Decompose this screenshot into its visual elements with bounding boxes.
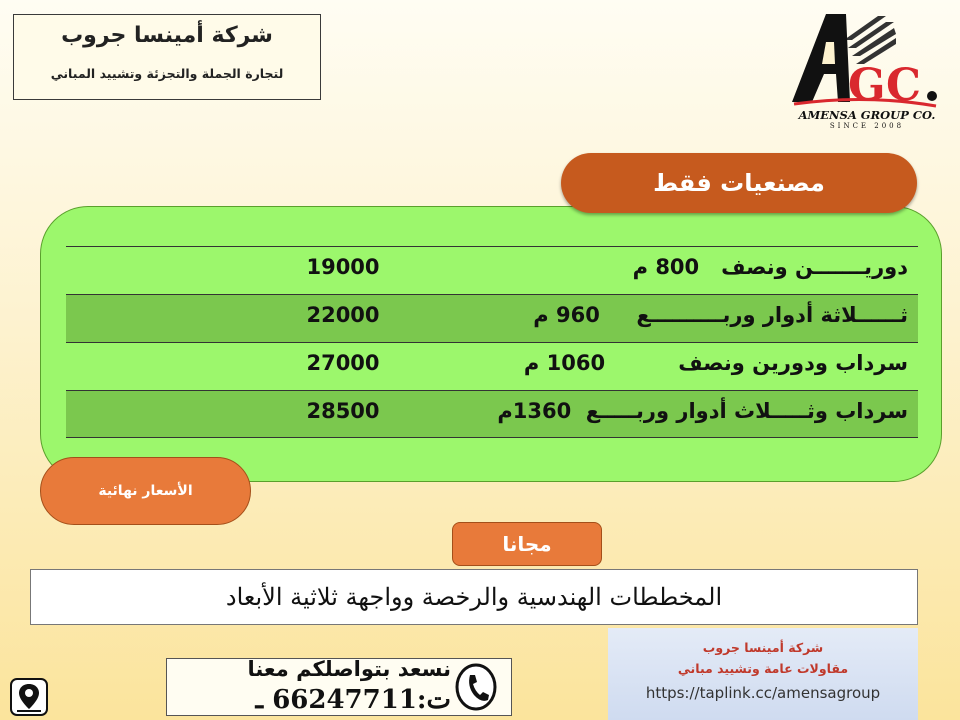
table-row: [66, 342, 918, 390]
phone-icon: [455, 663, 497, 711]
table-row: [66, 390, 918, 438]
contact-message: نسعد بتواصلكم معنا: [247, 657, 451, 681]
svg-text:G: G: [848, 60, 886, 111]
row-description: سرداب وثـــــلاث أدوار وربـــــع 1360م: [497, 399, 908, 423]
info-services: مقاولات عامة وتشييد مباني: [677, 661, 849, 676]
table-row: [66, 246, 918, 294]
row-description: سرداب ودورين ونصف 1060 م: [523, 351, 908, 375]
svg-text:C: C: [886, 60, 922, 111]
company-name: شركة أمينسا جروب: [61, 23, 273, 48]
amensa-logo: [786, 12, 948, 132]
contact-phone[interactable]: ت:66247711 ـ: [255, 685, 451, 715]
row-price: 19000: [306, 255, 380, 279]
free-items-box: المخططات الهندسية والرخصة وواجهة ثلاثية الأبعاد: [30, 569, 918, 625]
workmanship-only-header: مصنعيات فقط: [561, 153, 917, 213]
logo-brand-text: AMENSA GROUP CO.: [798, 108, 936, 122]
company-tagline: لتجارة الجملة والتجزئة وتشييد المباني: [50, 66, 284, 81]
logo-since-text: SINCE 2008: [829, 122, 905, 130]
company-contact-card: [608, 628, 918, 720]
row-description: ثــــــلاثة أدوار وربــــــــــع 960 م: [533, 303, 908, 327]
free-label: مجانا: [452, 522, 602, 566]
company-info-box: [13, 14, 321, 100]
table-row: [66, 294, 918, 342]
info-company-name: شركة أمينسا جروب: [702, 640, 824, 655]
row-price: 28500: [306, 399, 380, 423]
row-price: 27000: [306, 351, 380, 375]
final-prices-badge: الأسعار نهائية: [40, 457, 251, 525]
row-price: 22000: [306, 303, 380, 327]
contact-box: [166, 658, 512, 716]
info-link[interactable]: https://taplink.cc/amensagroup: [645, 684, 881, 702]
row-description: دوريـــــــن ونصف 800 م: [632, 255, 908, 279]
location-icon[interactable]: [10, 678, 48, 716]
price-table: [66, 246, 918, 438]
